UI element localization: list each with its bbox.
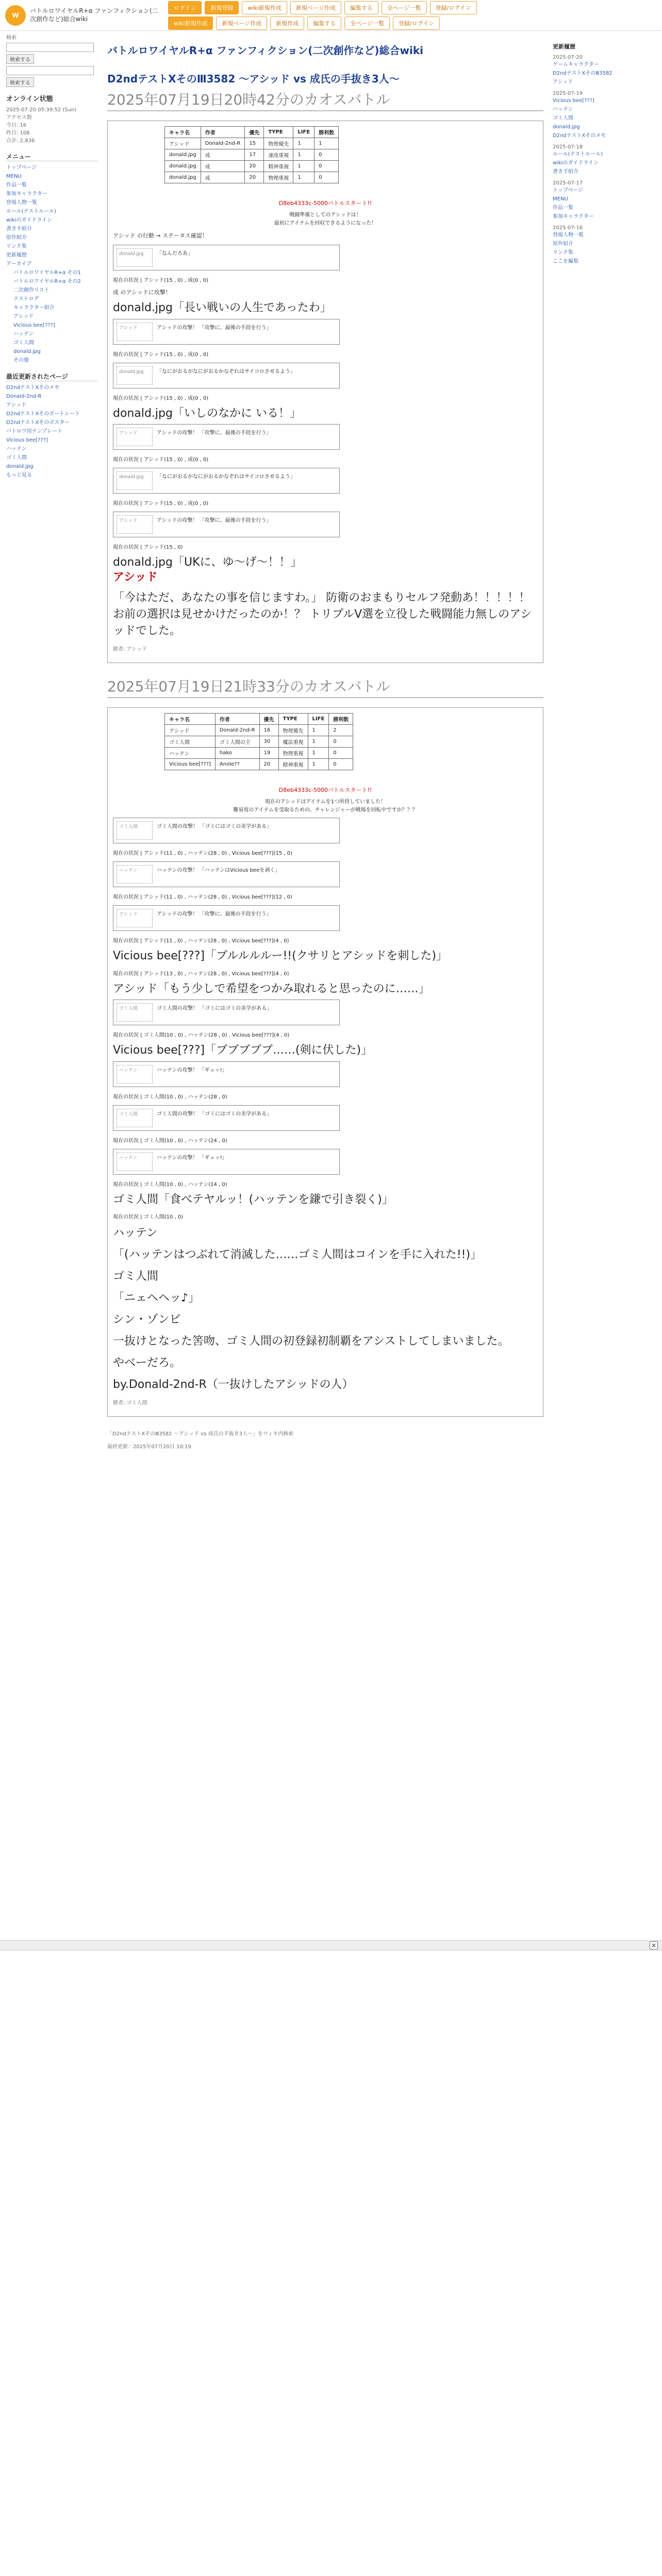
right-date: 2025-07-17 — [553, 180, 583, 186]
table-cell: 成 — [201, 149, 245, 161]
close-icon[interactable]: × — [650, 1941, 658, 1950]
turn-status: 現在の状況 | アシッド(15 , 0) , 成(0 , 0) — [113, 395, 209, 401]
table-row — [165, 759, 353, 770]
turn-status: 現在の状況 | アシッド(11 , 0) , ハッテン(28 , 0) , Vicious bee[???](4 , 0) — [113, 938, 289, 944]
table-cell: 物理優先 — [264, 138, 293, 149]
online-title: オンライン状態 — [6, 95, 53, 103]
site-title[interactable]: バトルロワイヤルR+α ファンフィクション(二次創作など)総合wiki — [30, 7, 158, 23]
table-cell: 精神重視 — [264, 161, 293, 172]
recent-item[interactable]: Vicious bee[???] — [6, 437, 48, 443]
turn-status: 現在の状況 | ゴミ人間(10 , 0) — [113, 1214, 184, 1221]
site-logo[interactable]: W — [5, 5, 26, 26]
final-line: 「ニェヘヘッ♪」 — [113, 1292, 200, 1305]
recent-item[interactable]: D2ndテストXそのメモ — [6, 385, 60, 391]
recent-item[interactable]: ゴミ人間 — [6, 455, 27, 461]
event-card — [113, 468, 340, 494]
header-buttons — [168, 1, 477, 30]
turn-status: 現在の状況 | アシッド(15 , 0) — [113, 545, 183, 551]
edit-link[interactable]: ここを編集 — [553, 259, 578, 264]
table-cell: donald.jpg — [165, 161, 201, 172]
event-card — [113, 424, 340, 450]
right-item[interactable]: ゲームキャラクター — [553, 62, 599, 67]
table-cell: 0 — [315, 172, 339, 183]
right-item[interactable]: Vicious bee[???] — [553, 98, 594, 104]
recent-title: 最近更新されたページ — [6, 372, 98, 381]
table-cell: アシッド — [165, 138, 201, 149]
image-placeholder: ゴミ人間 — [117, 821, 153, 840]
search-input[interactable] — [6, 43, 94, 52]
table-cell: 物理優先 — [278, 725, 308, 736]
image-placeholder: ハッテン — [117, 1065, 153, 1083]
right-item[interactable]: ゴミ人間 — [553, 115, 573, 121]
header-button[interactable]: wiki新規作成 — [242, 1, 287, 14]
menu-subitem[interactable]: バトルロワイヤルR+α その2 — [13, 279, 81, 284]
stat-note: 昨日: 108 — [6, 130, 30, 136]
final-line: by.Donald-2nd-R（一抜けしたアシッドの人） — [113, 1378, 354, 1391]
final-line: ゴミ人間 — [113, 1270, 159, 1283]
right-item[interactable]: donald.jpg — [553, 124, 580, 130]
intro-line: 難易度のアイテムを受取るための、チャレンジャーが戦場を回転中ですか？？？ — [233, 807, 418, 814]
final-quote: 「今はただ、あなたの事を信じますわ。」 防衛のおまもりセルフ発動あ！！！！！お前の選択は見せかけだったのか！？ トリプルV選を立役した戦闘能力無しのアシッドでした。 — [113, 591, 532, 638]
turn-status: 現在の状況 | アシッド(13 , 0) , ハッテン(28 , 0) , Vicious bee[???](4 , 0) — [113, 971, 289, 977]
intro-line: 戦闘準備としてのアシッドは！ — [289, 212, 361, 218]
last-updated: 最終更新：2025年07月20日 10:19 — [107, 1444, 191, 1450]
table-cell: 20 — [245, 172, 264, 183]
event-card — [113, 363, 340, 388]
image-placeholder: ハッテン — [117, 865, 153, 884]
table-cell: hako — [215, 748, 259, 759]
right-item[interactable]: リンク集 — [553, 250, 573, 256]
battle-start: D8eb4333c-5000バトルスタート!! — [278, 787, 372, 794]
header-button[interactable]: ログイン — [168, 1, 202, 14]
turn-status: 現在の状況 | アシッド(15 , 0) , 成(0 , 0) — [113, 277, 209, 283]
event-quote: Vicious bee[???]「ブルルルルー!!(クサリとアシッドを刺した)」 — [113, 950, 448, 963]
table-cell: 0 — [315, 161, 339, 172]
event-line: アシッド の行動 → ステータス確認！ — [113, 232, 208, 239]
table-cell: 0 — [315, 149, 339, 161]
header-button[interactable]: 登録/ログイン — [430, 1, 477, 14]
menu-subitem[interactable]: ハッテン — [13, 331, 34, 337]
menu-subitem[interactable]: キャラクター紹介 — [13, 305, 55, 311]
table-cell: 成 — [201, 172, 245, 183]
table-cell: 19 — [259, 748, 278, 759]
table-cell: Donald-2nd-R — [215, 725, 259, 736]
table-cell: 1 — [293, 161, 315, 172]
right-item[interactable]: 参加キャラクター — [553, 214, 594, 219]
card-text: 「なんだろあ」 — [157, 250, 193, 257]
end-note: 勝者: ゴミ人間 — [113, 1400, 147, 1406]
menu-title: メニュー — [6, 152, 98, 161]
header-button[interactable]: 全ページ一覧 — [382, 1, 427, 14]
final-name: アシッド — [113, 570, 158, 584]
recent-item[interactable]: donald.jpg — [6, 464, 34, 469]
table-cell: 物理重視 — [264, 172, 293, 183]
table-cell: 0 — [329, 759, 353, 770]
stats-table — [164, 126, 339, 183]
header-button[interactable]: 新規作成 — [270, 16, 304, 30]
table-header: LIFE — [308, 714, 329, 725]
event-card — [113, 245, 340, 270]
right-item[interactable]: ルール(テストルール) — [553, 151, 603, 157]
card-text: ハッテンの攻撃！ 「ハッテンはVicious beeを剥く」 — [157, 868, 280, 874]
table-cell: 1 — [293, 138, 315, 149]
table-cell: 30 — [259, 736, 278, 748]
card-text: ゴミ人間の攻撃！ 「ゴミにはゴミの美学がある」 — [157, 1006, 272, 1012]
event-quote: donald.jpg「いしのなかに いる！」 — [113, 406, 301, 420]
menu-item[interactable]: 原作紹介 — [6, 235, 27, 241]
header-button[interactable]: 新規ページ作成 — [216, 16, 267, 30]
right-item[interactable]: 作品一覧 — [553, 205, 573, 211]
event-quote: donald.jpg「UKに、ゆ〜げ〜！！」 — [113, 556, 302, 569]
right-date: 2025-07-18 — [553, 144, 583, 150]
image-placeholder: ゴミ人間 — [117, 1109, 153, 1127]
event-quote: ゴミ人間「食べテヤルッ！(ハッテンを鎌で引き裂く)」 — [113, 1193, 393, 1206]
table-cell: 2 — [329, 725, 353, 736]
event-card — [113, 1105, 340, 1131]
header-button[interactable]: 編集する — [307, 16, 341, 30]
page-title: D2ndテストXそのⅢ3582 〜アシッド vs 成氏の手抜き3人〜 — [107, 73, 400, 85]
table-cell: 0 — [329, 748, 353, 759]
image-placeholder: ゴミ人間 — [117, 1003, 153, 1022]
table-header: 優先 — [245, 127, 264, 138]
search-button-2[interactable]: 検索する — [6, 77, 34, 87]
right-item[interactable]: 原作紹介 — [553, 241, 573, 247]
header-button[interactable]: 登録/ログイン — [393, 16, 440, 30]
table-cell: 速度重視 — [264, 149, 293, 161]
turn-status: 現在の状況 | アシッド(15 , 0) , 成(0 , 0) — [113, 501, 209, 507]
table-row — [165, 736, 353, 748]
turn-status: 現在の状況 | アシッド(15 , 0) , 成(0 , 0) — [113, 457, 209, 463]
search-label: 検索 — [6, 35, 16, 41]
wiki-title[interactable]: バトルロワイヤルR+α ファンフィクション(二次創作など)総合wiki — [107, 44, 424, 57]
table-cell: ゴミ人間の主 — [215, 736, 259, 748]
stat-note: 今日: 16 — [6, 123, 27, 128]
table-header: TYPE — [278, 714, 308, 725]
menu-subitem[interactable]: ゴミ人間 — [13, 340, 34, 346]
image-placeholder: アシッド — [117, 515, 153, 534]
battle-start: D8eb4333c-5000バトルスタート!! — [278, 200, 372, 207]
recent-item[interactable]: ハッテン — [6, 446, 27, 452]
final-line: シン・ゾンビ — [113, 1313, 181, 1326]
event-card — [113, 999, 340, 1025]
menu-item[interactable]: ルール(テストルール) — [6, 209, 57, 214]
turn-status: 現在の状況 | アシッド(11 , 0) , ハッテン(28 , 0) , Vicious bee[???](12 , 0) — [113, 894, 292, 901]
image-placeholder: donald.jpg — [117, 471, 153, 490]
card-text: ゴミ人間の攻撃！ 「ゴミにはゴミの美学がある」 — [157, 824, 272, 830]
main-content — [101, 31, 550, 1455]
top-bar — [0, 0, 662, 31]
image-placeholder: donald.jpg — [117, 248, 153, 267]
table-cell: donald.jpg — [165, 149, 201, 161]
menu-item[interactable]: MENU — [6, 174, 22, 179]
table-cell: 17 — [245, 149, 264, 161]
event-card — [113, 319, 340, 345]
event-quote: アシッド「もう少しで希望をつかみ取れると思ったのに……」 — [113, 982, 430, 995]
right-item[interactable]: MENU — [553, 196, 568, 202]
table-header: キャラ名 — [165, 714, 216, 725]
table-cell: 物理重視 — [278, 748, 308, 759]
card-text: ゴミ人間の攻撃！ 「ゴミにはゴミの美学がある」 — [157, 1111, 272, 1117]
right-sidebar — [550, 31, 648, 1455]
table-row — [165, 172, 339, 183]
table-cell: 1 — [308, 725, 329, 736]
card-text: アシッドの攻撃！ 「攻撃に、最後の手段を行う」 — [157, 325, 272, 331]
table-row — [165, 149, 339, 161]
menu-subitem[interactable]: その他 — [13, 358, 29, 363]
menu-item[interactable]: 作品一覧 — [6, 182, 27, 188]
table-cell: 1 — [315, 138, 339, 149]
table-cell: ゴミ人間 — [165, 736, 216, 748]
table-cell: 1 — [293, 172, 315, 183]
menu-subitem[interactable]: donald.jpg — [13, 349, 41, 354]
menu-item[interactable]: 更新履歴 — [6, 252, 27, 258]
table-row — [165, 725, 353, 736]
menu-item[interactable]: wikiのガイドライン — [6, 217, 52, 223]
table-cell: 1 — [293, 149, 315, 161]
image-placeholder: donald.jpg — [117, 366, 153, 385]
table-header: 作者 — [215, 714, 259, 725]
card-text: ハッテンの攻撃！ 「ギュッ!」 — [157, 1155, 227, 1161]
header-button[interactable]: 編集する — [344, 1, 378, 14]
search-input-2[interactable] — [6, 66, 94, 75]
table-cell: ハッテン — [165, 748, 216, 759]
table-cell: 0 — [329, 736, 353, 748]
menu-subitem[interactable]: テストログ — [13, 296, 39, 302]
search-button[interactable]: 検索する — [6, 54, 34, 64]
right-date: 2025-07-20 — [553, 55, 583, 60]
recent-item[interactable]: D2ndテストXそのポスター — [6, 420, 70, 426]
table-cell: 20 — [245, 161, 264, 172]
table-header: 勝利数 — [315, 127, 339, 138]
recent-item[interactable]: バトロワ用テンプレート — [6, 429, 62, 434]
stat-note: アクセス数 — [6, 115, 32, 121]
table-cell: Donald-2nd-R — [201, 138, 245, 149]
image-placeholder: アシッド — [117, 428, 153, 446]
right-date: 2025-07-19 — [553, 91, 583, 96]
overlay-banner — [0, 1940, 662, 1951]
card-text: ハッテンの攻撃！ 「ギュッ!」 — [157, 1067, 227, 1073]
final-line: やべーだろ。 — [113, 1356, 181, 1369]
event-card — [113, 1149, 340, 1175]
right-item[interactable]: トップページ — [553, 188, 584, 193]
date: 2025-07-20 05:39:52 (Sun) — [6, 107, 77, 113]
left-sidebar — [3, 31, 101, 1455]
right-item[interactable]: wikiのガイドライン — [553, 160, 599, 166]
table-header: LIFE — [293, 127, 315, 138]
menu-subitem[interactable]: アシッド — [13, 314, 34, 319]
table-cell: Vicious bee[???] — [165, 759, 216, 770]
table-cell: 精神重視 — [278, 759, 308, 770]
battle-log-1 — [107, 121, 543, 663]
menu-subitem[interactable]: バトルロワイヤルR+α その1 — [13, 270, 81, 276]
right-date: 2025-07-16 — [553, 225, 583, 231]
more-link[interactable]: もっと見る — [6, 472, 32, 478]
footer-meta[interactable]: 「D2ndテストXそのⅢ3582 〜アシッド vs 成氏の手抜き3人〜」をウィキ内検索 — [107, 1431, 294, 1437]
card-text: アシッドの攻撃！ 「攻撃に、最後の手段を行う」 — [157, 430, 272, 436]
table-row — [165, 138, 339, 149]
right-item[interactable]: アシッド — [553, 79, 573, 85]
turn-status: 現在の状況 | ゴミ人間(10 , 0) , ハッテン(24 , 0) — [113, 1138, 227, 1144]
menu-item[interactable]: リンク集 — [6, 244, 27, 249]
turn-status: 現在の状況 | アシッド(15 , 0) , 成(0 , 0) — [113, 351, 209, 358]
menu-item[interactable]: アーカイブ — [6, 261, 31, 267]
right-item[interactable]: D2ndテストXそのメモ — [553, 133, 606, 139]
event-card — [113, 1061, 340, 1087]
battle-log-2 — [107, 707, 543, 1417]
header-button[interactable]: wiki新規作成 — [168, 16, 213, 30]
event-card — [113, 861, 340, 887]
menu-subitem[interactable]: 二次創作リスト — [13, 287, 49, 293]
header-button[interactable]: 全ページ一覧 — [344, 16, 390, 30]
section-heading-2: 2025年07月19日21時33分のカオスバトル — [107, 675, 543, 698]
card-text: 「なにがおるがなにがおるかなぞれはサイコロさせるよう」 — [157, 474, 295, 480]
right-item[interactable]: 書き手紹介 — [553, 169, 578, 175]
recent-item[interactable]: D2ndテストXそのポートレート — [6, 411, 80, 417]
event-card — [113, 818, 340, 843]
header-button[interactable]: 新規ページ作成 — [290, 1, 341, 14]
right-item[interactable]: D2ndテストXそのⅢ3582 — [553, 71, 613, 76]
table-cell: 成 — [201, 161, 245, 172]
image-placeholder: ハッテン — [117, 1153, 153, 1171]
event-card — [113, 512, 340, 537]
table-cell: 1 — [308, 736, 329, 748]
menu-item[interactable]: 登場人物一覧 — [6, 200, 37, 206]
table-cell: 20 — [259, 759, 278, 770]
turn-status: 現在の状況 | ゴミ人間(10 , 0) , ハッテン(28 , 0) — [113, 1094, 227, 1100]
header-button[interactable]: 新規登録 — [205, 1, 239, 14]
recent-item[interactable]: アシッド — [6, 402, 27, 408]
event-quote: Vicious bee[???]「ブブブブブ……(剣に伏した)」 — [113, 1044, 373, 1057]
table-row — [165, 161, 339, 172]
table-cell: アシッド — [165, 725, 216, 736]
end-note: 勝者: アシッド — [113, 647, 147, 653]
table-header: 作者 — [201, 127, 245, 138]
right-item[interactable]: 登場人物一覧 — [553, 232, 584, 238]
table-cell: 1 — [308, 748, 329, 759]
turn-status: 現在の状況 | ゴミ人間(10 , 0) , ハッテン(28 , 0) , Vicious bee[???](4 , 0) — [113, 1032, 290, 1039]
turn-status: 現在の状況 | ゴミ人間(10 , 0) , ハッテン(14 , 0) — [113, 1181, 227, 1188]
image-placeholder: アシッド — [117, 909, 153, 927]
menu-item[interactable]: 参加キャラクター — [6, 191, 47, 197]
card-text: アシッドの攻撃！ 「攻撃に、最後の手段を行う」 — [157, 518, 272, 524]
table-header: 勝利数 — [329, 714, 353, 725]
table-cell: 魔法重視 — [278, 736, 308, 748]
event-card — [113, 905, 340, 931]
stats-table — [164, 713, 353, 770]
table-header: TYPE — [264, 127, 293, 138]
menu-item[interactable]: トップページ — [6, 165, 37, 171]
final-line: 「(ハッテンはつぶれて消滅した……ゴミ人間はコインを手に入れた!!)」 — [113, 1248, 482, 1262]
table-cell: 16 — [259, 725, 278, 736]
recent-item[interactable]: Donald-2nd-R — [6, 394, 42, 399]
turn-status: 現在の状況 | アシッド(11 , 0) , ハッテン(28 , 0) , Vicious bee[???](15 , 0) — [113, 851, 292, 857]
event-line: 成 のアシッドに攻撃！ — [113, 289, 171, 296]
table-header: キャラ名 — [165, 127, 201, 138]
intro-line: 最初にアイテムを回収できるようになった！ — [274, 221, 377, 226]
table-cell: donald.jpg — [165, 172, 201, 183]
table-cell: Anole?? — [215, 759, 259, 770]
final-line: 一抜けとなった筈吻、ゴミ人間の初登録初制覇をアシストしてしまいました。 — [113, 1334, 509, 1348]
stat-note: 合計: 2,836 — [6, 138, 35, 144]
menu-item[interactable]: 書き手紹介 — [6, 226, 32, 232]
table-row — [165, 748, 353, 759]
card-text: 「なにがおるがなにがおるかなぞれはサイコロさせるよう」 — [157, 368, 295, 375]
event-quote: donald.jpg「長い戦いの人生であったわ」 — [113, 301, 332, 314]
table-header: 優先 — [259, 714, 278, 725]
intro-line: 現在のアシッドはアイテムを1つ所持していました！ — [264, 799, 386, 805]
section-heading-1: 2025年07月19日20時42分のカオスバトル — [107, 89, 543, 111]
table-cell: 15 — [245, 138, 264, 149]
card-text: アシッドの攻撃！ 「攻撃に、最後の手段を行う」 — [157, 911, 272, 918]
right-title: 更新履歴 — [553, 43, 575, 50]
menu-subitem[interactable]: Vicious bee[???] — [13, 323, 55, 328]
image-placeholder: アシッド — [117, 323, 153, 341]
final-line: ハッテン — [113, 1227, 158, 1240]
table-cell: 1 — [308, 759, 329, 770]
right-item[interactable]: ハッテン — [553, 107, 573, 112]
